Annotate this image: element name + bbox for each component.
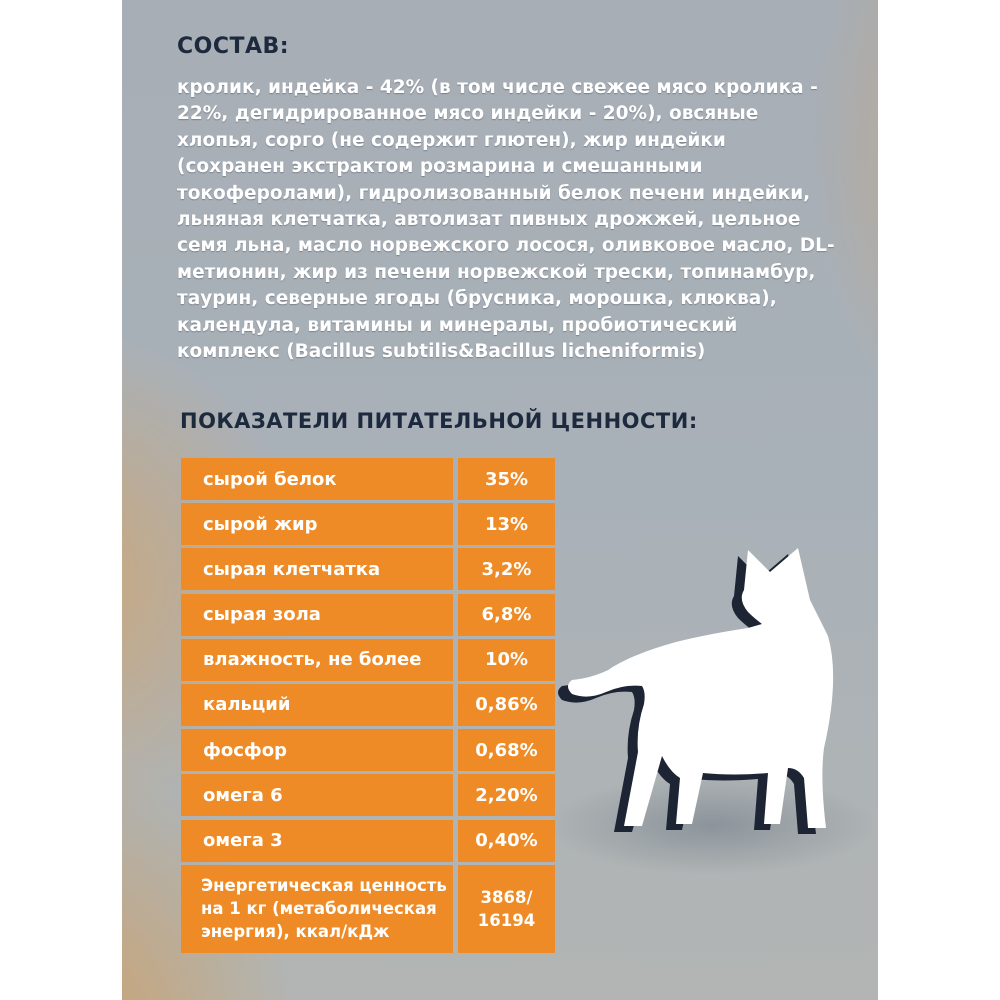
composition-text: кролик, индейка - 42% (в том числе свежее мясо кролика - 22%, дегидрированное мясо индейки - 20%), овсяные хлопья, сорго (не содержит глютен), жир индейки (сохранен экстрактом розмарина и смешанными токоферолами), гидролизованный белок печени индейки, льняная клетчатка, автолизат пивных дрожжей, цельное семя льна, масло норвежского лосося, оливковое масло, DL-метионин, жир из печени норвежской трески, топинамбур, таурин, северные ягоды (брусника, морошка, клюква), календула, витамины и минералы, пробиотический комплекс (Bacillus subtilis&Bacillus licheniformis) <box>177 77 835 363</box>
nutrient-value: 13% <box>458 503 555 545</box>
nutrient-value: 0,68% <box>458 729 555 771</box>
energy-label: Энергетическая ценность на 1 кг (метаболическая энергия), ккал/кДж <box>181 865 453 953</box>
nutrient-value: 35% <box>458 458 555 500</box>
nutrient-label: омега 6 <box>181 774 453 816</box>
nutrient-label: сырая зола <box>181 594 453 636</box>
nutrient-value: 2,20% <box>458 774 555 816</box>
energy-value: 3868/ 16194 <box>458 865 555 953</box>
nutrient-label: влажность, не более <box>181 639 453 681</box>
nutrition-title: ПОКАЗАТЕЛИ ПИТАТЕЛЬНОЙ ЦЕННОСТИ: <box>180 409 698 433</box>
nutrient-value: 10% <box>458 639 555 681</box>
composition-title: СОСТАВ: <box>177 34 290 59</box>
nutrient-value: 3,2% <box>458 548 555 590</box>
nutrient-value: 6,8% <box>458 594 555 636</box>
nutrient-label: сырая клетчатка <box>181 548 453 590</box>
nutrient-label: сырой жир <box>181 503 453 545</box>
nutrient-value: 0,40% <box>458 820 555 862</box>
cat-silhouette-icon <box>558 528 868 848</box>
nutrient-label: фосфор <box>181 729 453 771</box>
nutrient-value: 0,86% <box>458 684 555 726</box>
product-info-panel <box>122 0 878 1000</box>
nutrient-label: кальций <box>181 684 453 726</box>
nutrient-label: сырой белок <box>181 458 453 500</box>
nutrient-label: омега 3 <box>181 820 453 862</box>
